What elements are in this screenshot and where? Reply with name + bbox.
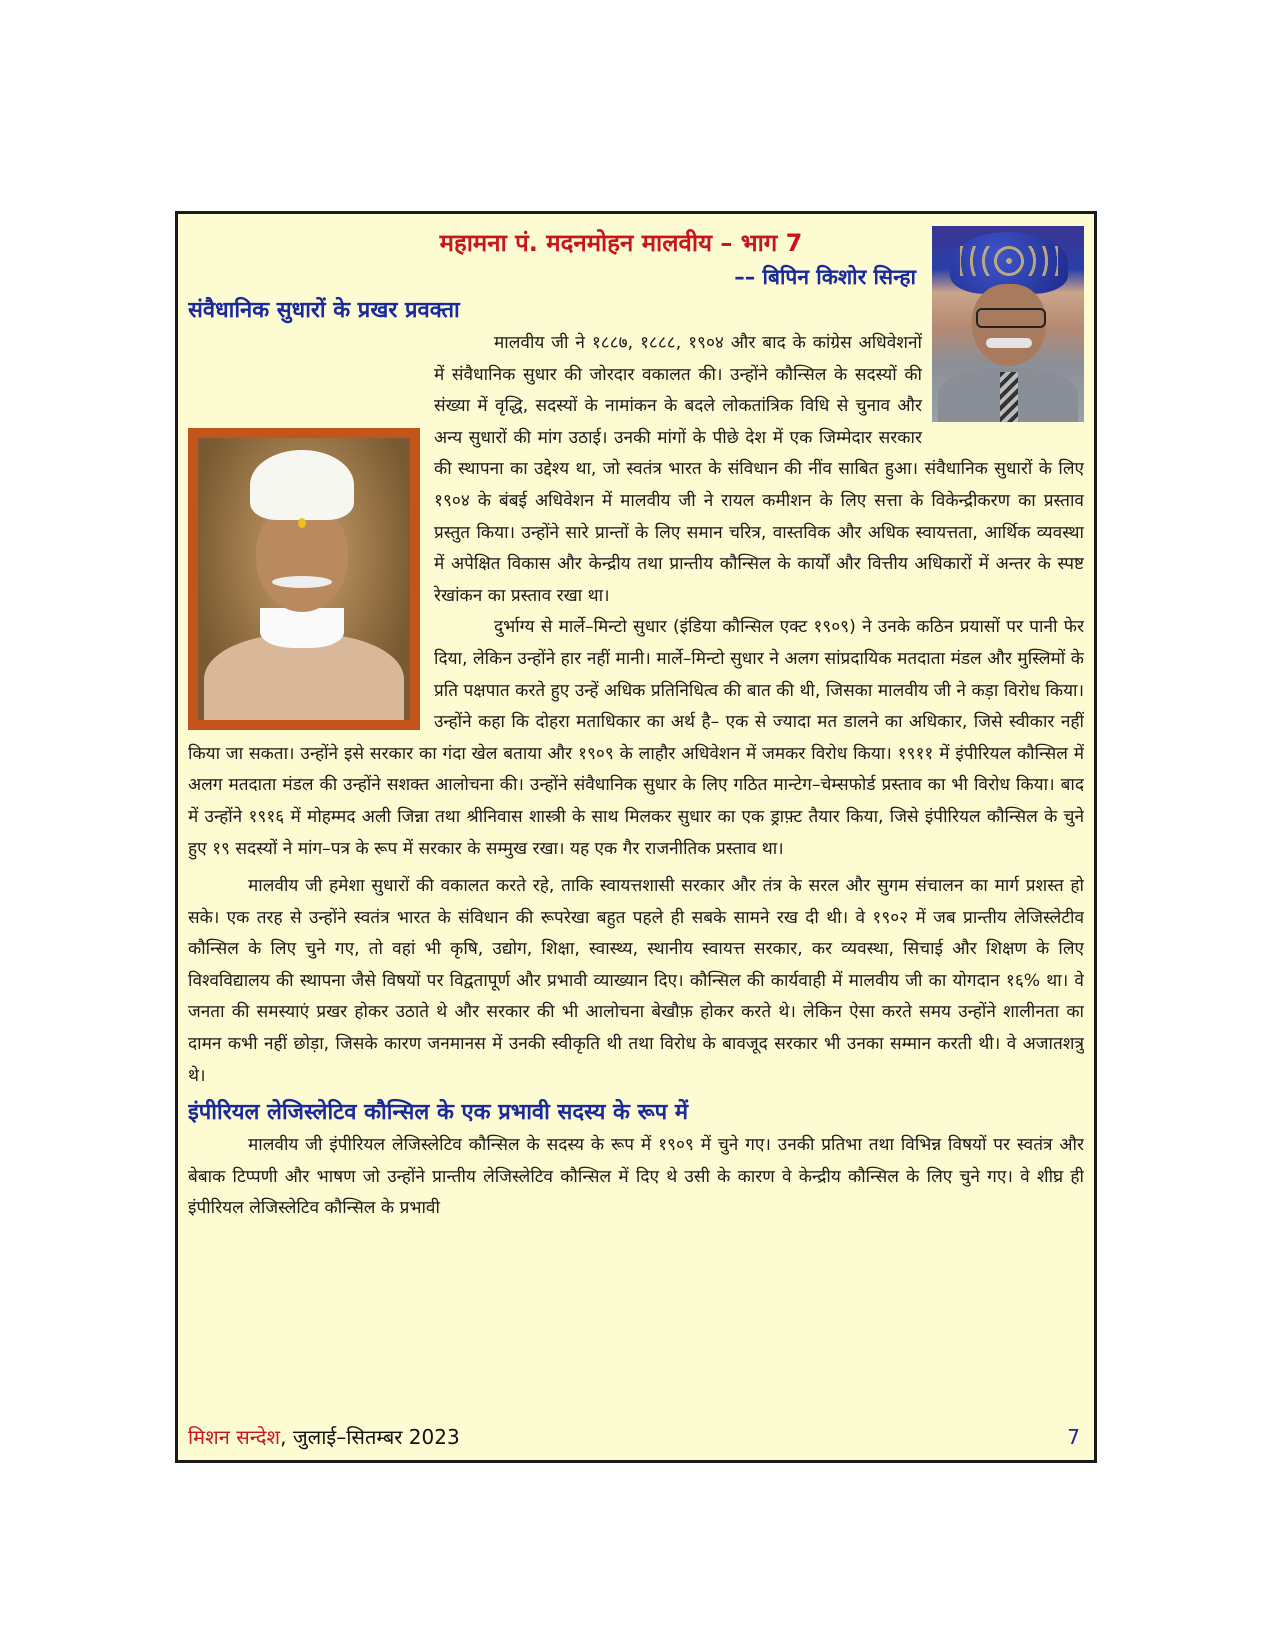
paragraph-1: मालवीय जी ने १८८७, १८८८, १९०४ और बाद के कांग्रेस अधिवेशनों में संवैधानिक सुधार की जोरदार वकालत की। उन्होंने कौन्सिल के सदस्यों की संख्या में वृद्धि, सदस्यों के नामांकन के बदले लोकतांत्रिक विधि से चुनाव और अन्य सुधारों की मांग उठाई। उनकी मांगों के पीछे देश में एक जिम्मेदार सरकार की स्थापना का उद्देश्य था, जो स्वतंत्र भारत के संविधान की नींव साबित हुआ। संवैधानिक सुधारों के लिए १९०४ के बंबई अधिवेशन में मालवीय जी ने रायल कमीशन के लिए सत्ता के विकेन्द्रीकरण का प्रस्ताव प्रस्तुत किया। उन्होंने सारे प्रान्तों के लिए समान चरित्र, वास्तविक और अधिक स्वायत्तता, आर्थिक व्यवस्था में अपेक्षित विकास और केन्द्रीय तथा प्रान्तीय कौन्सिल के कार्यों और वित्तीय अधिकारों में अन्तर के स्पष्ट रेखांकन का प्रस्ताव रखा था। [434, 333, 1084, 606]
page-frame [175, 211, 1097, 1463]
paragraph-2: दुर्भाग्य से मार्ले–मिन्टो सुधार (इंडिया कौन्सिल एक्ट १९०९) ने उनके कठिन प्रयासों पर पानी फेर दिया, लेकिन उन्होंने हार नहीं मानी। मार्ले–मिन्टो सुधार ने अलग सांप्रदायिक मतदाता मंडल और मुस्लिमों के प्रति पक्षपात करते हुए उन्हें अधिक प्रतिनिधित्व की बात की थी, जिसका मालवीय जी ने कड़ा विरोध किया। उन्होंने कहा कि दोहरा मताधिकार का अर्थ है– एक से ज्यादा मत डालने का अधिकार, जिसे स्वीकार नहीं किया जा सकता। उन्होंने इसे सरकार का गंदा खेल बताया और १९०९ के लाहौर अधिवेशन में जमकर विरोध किया। १९११ में इंपीरियल कौन्सिल में अलग मतदाता मंडल की उन्होंने सशक्त आलोचना की। उन्होंने संवैधानिक सुधार के लिए गठित मान्टेग–चेम्सफोर्ड प्रस्ताव का भी विरोध किया। बाद में उन्होंने १९१६ में मोहम्मद अली जिन्ना तथा श्रीनिवास शास्त्री के साथ मिलकर सुधार का एक ड्राफ़्ट तैयार किया, जिसे इंपीरियल कौन्सिल के चुने हुए १९ सदस्यों ने मांग–पत्र के रूप में सरकार के सम्मुख रखा। यह एक गैर राजनीतिक प्रस्ताव था। [188, 617, 1084, 859]
section-heading-constitutional-reforms: संवैधानिक सुधारों के प्रखर प्रवक्ता [188, 298, 460, 323]
section-heading-imperial-council: इंपीरियल लेजिस्लेटिव कौन्सिल के एक प्रभावी सदस्य के रूप में [188, 1100, 688, 1126]
issue-date: , जुलाई–सितम्बर 2023 [280, 1425, 460, 1449]
author-photo [932, 226, 1084, 422]
page-footer [188, 1422, 1080, 1452]
paragraph-3: मालवीय जी हमेशा सुधारों की वकालत करते रहे, ताकि स्वायत्तशासी सरकार और तंत्र के सरल और सुगम संचालन का मार्ग प्रशस्त हो सके। एक तरह से उन्होंने स्वतंत्र भारत के संविधान की रूपरेखा बहुत पहले ही सबके सामने रख दी थी। वे १९०२ में जब प्रान्तीय लेजिस्लेटीव कौन्सिल के लिए चुने गए, तो वहां भी कृषि, उद्योग, शिक्षा, स्वास्थ्य, स्थानीय स्वायत्त सरकार, कर व्यवस्था, सिचाई और शिक्षण के लिए विश्वविद्यालय की स्थापना जैसे विषयों पर विद्वतापूर्ण और प्रभावी व्याख्यान दिए। कौन्सिल की कार्यवाही में मालवीय जी का योगदान १६% था। वे जनता की समस्याएं प्रखर होकर उठाते थे और सरकार की भी आलोचना बेखौफ़ होकर करते थे। लेकिन ऐसा करते समय उन्होंने शालीनता का दामन कभी नहीं छोड़ा, जिसके कारण जनमानस में उनकी स्वीकृति थी तथा विरोध के बावजूद सरकार भी उनका सम्मान करती थी। वे अजातशत्रु थे। [188, 876, 1084, 1086]
paragraph-4: मालवीय जी इंपीरियल लेजिस्लेटिव कौन्सिल के सदस्य के रूप में १९०९ में चुने गए। उनकी प्रतिभा तथा विभिन्न विषयों पर स्वतंत्र और बेबाक टिप्पणी और भाषण जो उन्होंने प्रान्तीय लेजिस्लेटिव कौन्सिल में दिए थे उसी के कारण वे केन्द्रीय कौन्सिल के लिए चुने गए। वे शीघ्र ही इंपीरियल लेजिस्लेटिव कौन्सिल के प्रभावी [188, 1135, 1084, 1219]
malaviya-portrait [188, 428, 420, 730]
page-content [188, 224, 1084, 1414]
magazine-name: मिशन सन्देश [188, 1425, 281, 1449]
author-name: –– बिपिन किशोर सिन्हा [734, 265, 916, 289]
page-number: 7 [1067, 1425, 1080, 1449]
article-title: महामना पं. मदनमोहन मालवीय – भाग 7 [439, 229, 803, 257]
